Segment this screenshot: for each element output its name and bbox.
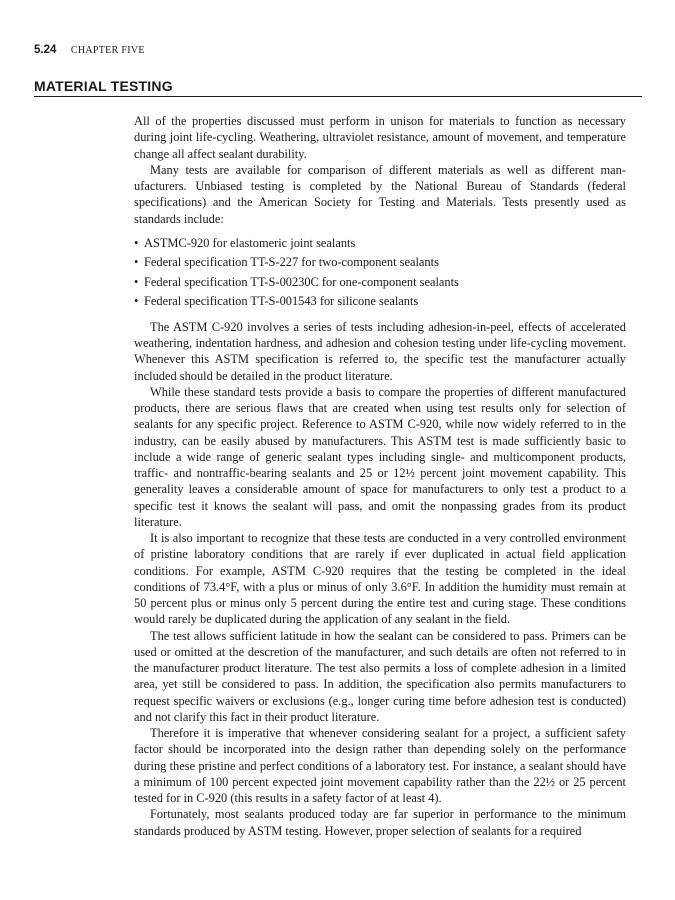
paragraph: While these standard tests provide a basis to compare the properties of different manufactured products, there are serious flaws that are created when using test results only for selection of sealants for any specific project. Reference to ASTM C-920, while now widely referred to in the industry, can be easily abused by manufacturers. This ASTM test is made sufficiently basic to include a wide range of generic sealant types including single- and multicomponent products, traffic- and nontraffic-bearing sealants and 25 or 12½ percent joint movement capability. This generality leaves a considerable amount of space for manufacturers to only test a product to a specific test it knows the sealant will pass, and omit the nonpassing grades from its product literature. xyxy=(134,384,626,529)
section-title: MATERIAL TESTING xyxy=(34,78,173,94)
list-item: • Federal specification TT-S-227 for two-component sealants xyxy=(134,253,626,273)
paragraph: Fortunately, most sealants produced today are far superior in performance to the minimum standards produced by ASTM testing. However, proper selection of sealants for a required xyxy=(134,807,626,838)
section-rule xyxy=(34,96,642,97)
paragraph: The ASTM C-920 involves a series of tests including adhesion-in-peel, effects of accelerated weathering, indentation hardness, and adhesion and cohesion testing under life-cycling movement. Whenever this ASTM specification is referred to, the specific test the manufacturer actually included should be detailed in the product literature. xyxy=(134,319,626,383)
list-item: • Federal specification TT-S-001543 for silicone sealants xyxy=(134,292,626,312)
page-number: 5.24 xyxy=(34,44,57,56)
chapter-label: CHAPTER FIVE xyxy=(70,45,145,56)
paragraph: The test allows sufficient latitude in how the sealant can be considered to pass. Primers can be used or omitted at the descretion of the manufacturer, and such details are often not referred to in the manufacturer product literature. The test also permits a loss of complete adhesion in a limited area, yet still be considered to pass. In addition, the specification also permits manufacturers to request specific waivers or exclusions (e.g., longer curing time before adhesion test is conducted) and not clarify this fact in their product literature. xyxy=(134,628,626,724)
paragraph: All of the properties discussed must perform in unison for materials to function as necessary during joint life-cycling. Weathering, ultraviolet resistance, amount of movement, and temperature change all affect sealant durability. xyxy=(134,114,626,161)
body-text xyxy=(134,113,626,839)
standards-list xyxy=(134,234,626,312)
list-item: • Federal specification TT-S-00230C for one-component sealants xyxy=(134,273,626,293)
paragraph: Therefore it is imperative that whenever considering sealant for a project, a sufficient safety factor should be incorporated into the design rather than depending solely on the performance during these pristine and perfect conditions of a laboratory test. For instance, a sealant should have a minimum of 100 percent expected joint movement capability rather than the 22½ or 25 percent tested for in C-920 (this results in a safety factor of at least 4). xyxy=(134,726,626,805)
paragraph: It is also important to recognize that these tests are conducted in a very controlled environment of pristine laboratory conditions that are rarely if ever duplicated in actual field application conditions. For example, ASTM C-920 requires that the testing be completed in the ideal conditions of 73.4°F, with a plus or minus of only 3.6°F. In addition the humidity must remain at 50 percent plus or minus only 5 percent during the entire test and curing stage. These conditions would rarely be duplicated during the application of any sealant in the field. xyxy=(134,531,626,627)
running-header xyxy=(34,44,145,56)
paragraph: Many tests are available for comparison of different materials as well as different manufacturers. Unbiased testing is completed by the National Bureau of Standards (federal specifications) and the American Society for Testing and Materials. Tests presently used as standards include: xyxy=(134,162,626,226)
list-item: • ASTMC-920 for elastomeric joint sealants xyxy=(134,234,626,254)
